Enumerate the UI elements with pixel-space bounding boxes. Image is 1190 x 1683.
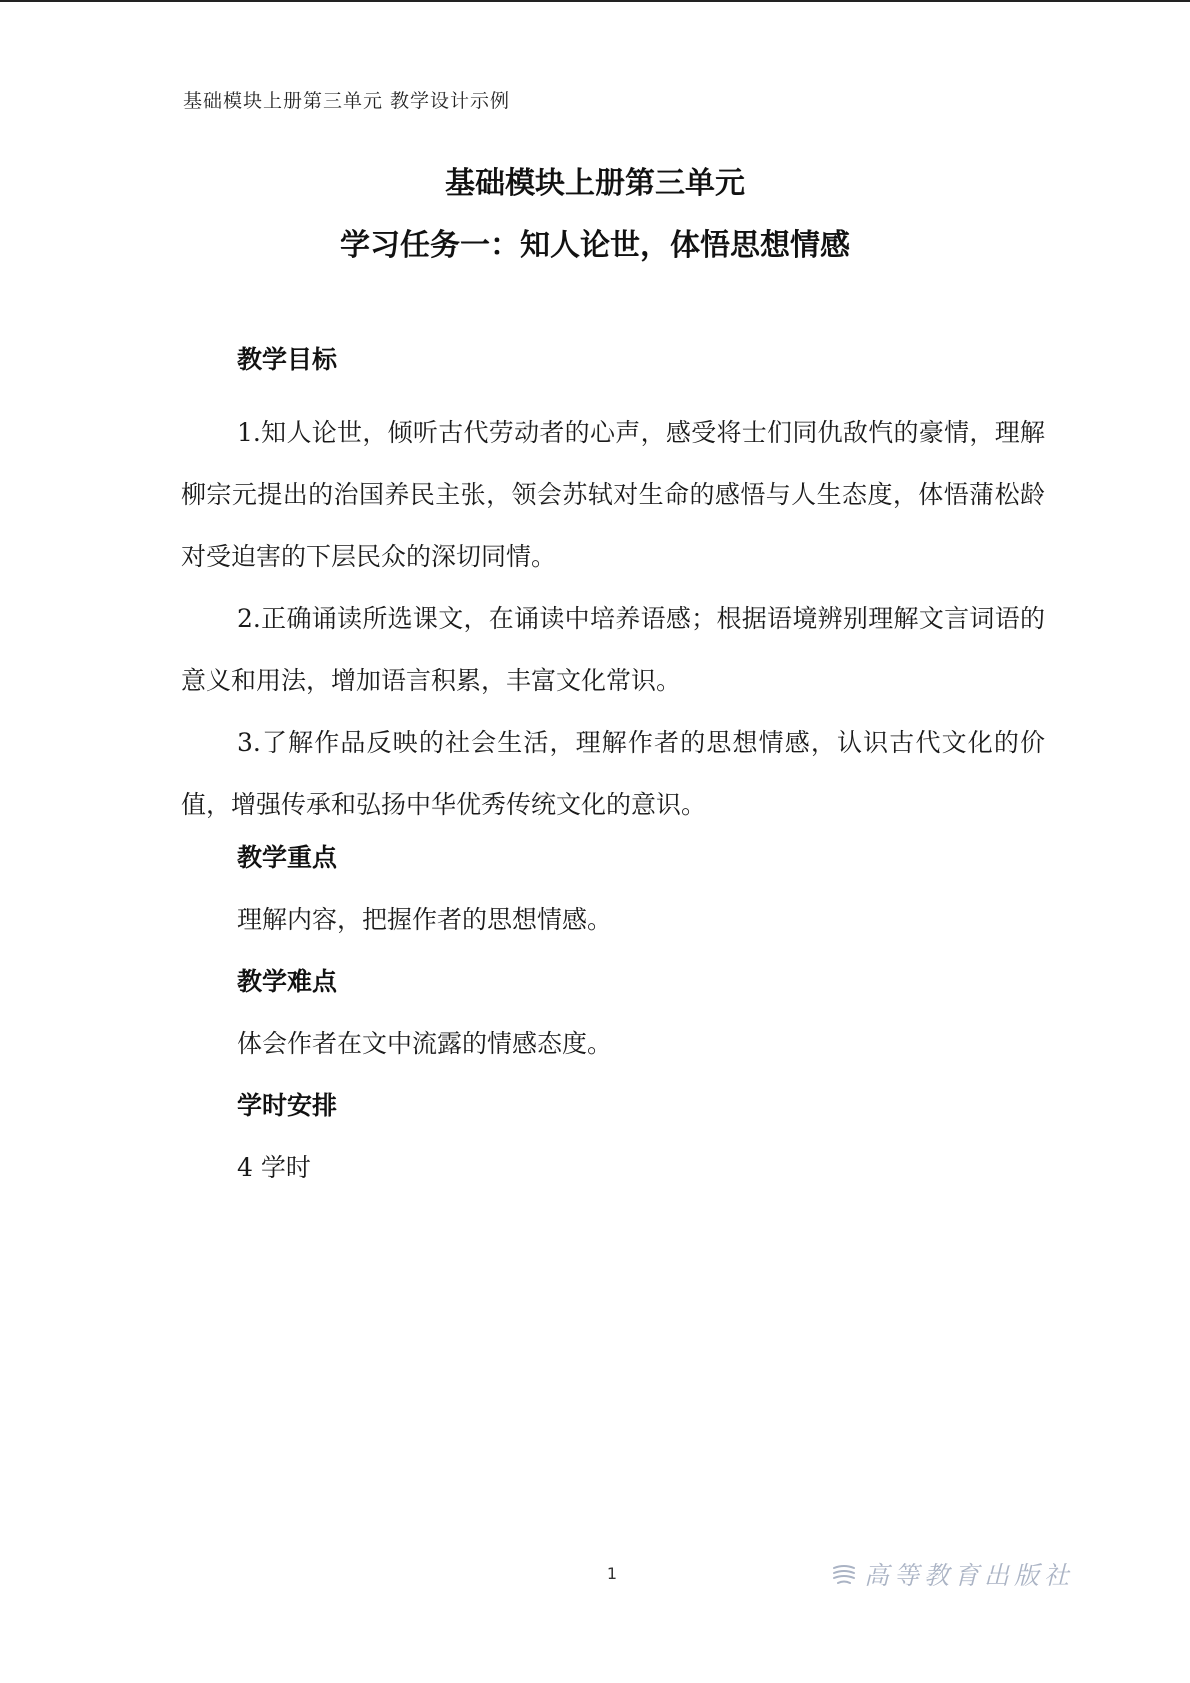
publisher-logo-icon bbox=[832, 1563, 856, 1585]
objective-item-1: 1.知人论世，倾听古代劳动者的心声，感受将士们同仇敌忾的豪情，理解柳宗元提出的治国养民主张，领会苏轼对生命的感悟与人生态度，体悟蒲松龄对受迫害的下层民众的深切同情。 bbox=[181, 418, 1045, 571]
objectives-list bbox=[181, 402, 1045, 836]
schedule-text: 4 学时 bbox=[237, 1153, 311, 1182]
running-header: 基础模块上册第三单元 教学设计示例 bbox=[183, 90, 511, 112]
publisher-logo bbox=[832, 1557, 1074, 1591]
top-border-rule bbox=[0, 0, 1190, 2]
key-points-text: 理解内容，把握作者的思想情感。 bbox=[237, 905, 613, 934]
difficulties-heading: 教学难点 bbox=[237, 967, 338, 996]
page-number: 1 bbox=[606, 1564, 618, 1583]
publisher-name: 高等教育出版社 bbox=[864, 1561, 1075, 1590]
objectives-heading: 教学目标 bbox=[237, 345, 338, 374]
objective-item-3: 3.了解作品反映的社会生活，理解作者的思想情感，认识古代文化的价值，增强传承和弘扬中华优秀传统文化的意识。 bbox=[181, 728, 1045, 819]
key-points-heading: 教学重点 bbox=[237, 843, 338, 872]
schedule-heading: 学时安排 bbox=[237, 1091, 338, 1120]
objective-item-2: 2.正确诵读所选课文，在诵读中培养语感；根据语境辨别理解文言词语的意义和用法，增加语言积累，丰富文化常识。 bbox=[181, 604, 1045, 695]
document-body bbox=[181, 340, 1045, 1210]
document-title: 基础模块上册第三单元 bbox=[445, 166, 745, 201]
document-subtitle: 学习任务一：知人论世，体悟思想情感 bbox=[340, 228, 850, 263]
difficulties-text: 体会作者在文中流露的情感态度。 bbox=[237, 1029, 613, 1058]
